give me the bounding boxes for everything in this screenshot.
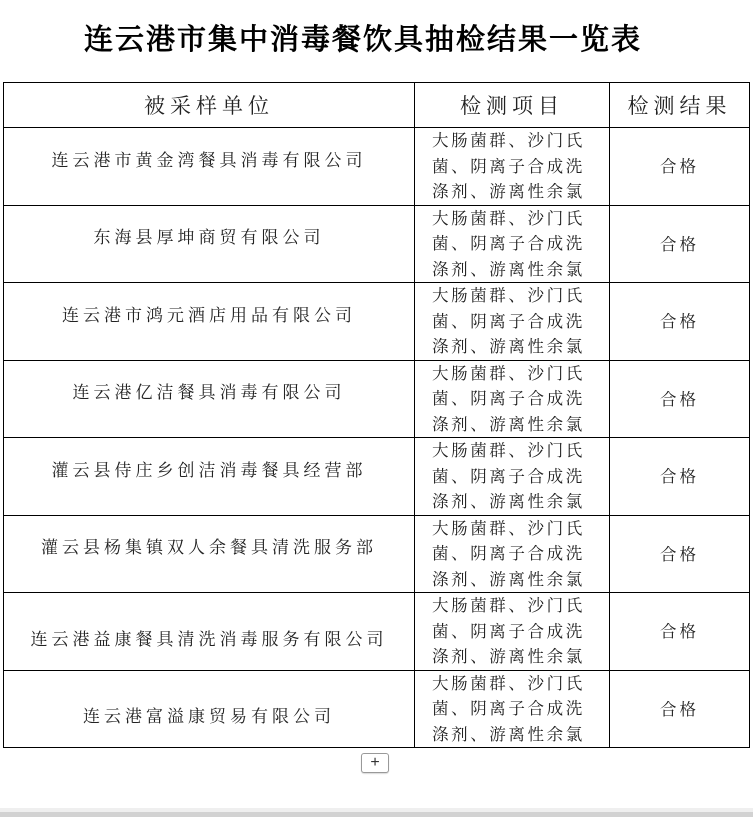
items-cell: [415, 205, 610, 283]
result-cell: [610, 438, 750, 516]
result-cell: [610, 205, 750, 283]
test-result: 合格: [660, 622, 699, 642]
table-row: [4, 128, 750, 206]
unit-cell: [4, 670, 415, 748]
sampled-unit-name: 连云港富溢康贸易有限公司: [83, 707, 335, 728]
horizontal-scrollbar-track[interactable]: [0, 812, 753, 817]
test-items-text: 大肠菌群、沙门氏菌、阴离子合成洗涤剂、游离性余氯: [432, 131, 585, 201]
page-title: 连云港市集中消毒餐饮具抽检结果一览表: [84, 22, 643, 56]
test-items-text: 大肠菌群、沙门氏菌、阴离子合成洗涤剂、游离性余氯: [432, 363, 585, 434]
sampled-unit-name: 东海县厚坤商贸有限公司: [93, 228, 325, 249]
items-cell: [415, 283, 610, 361]
test-result: 合格: [660, 312, 699, 332]
unit-cell: [4, 205, 415, 283]
unit-cell: [4, 283, 415, 361]
result-cell: [610, 128, 750, 206]
items-cell: [415, 360, 610, 438]
sampled-unit-name: 连云港市黄金湾餐具消毒有限公司: [51, 150, 367, 171]
table-header-row: [4, 83, 750, 128]
header-test-result: 检测结果: [610, 83, 750, 128]
test-result: 合格: [660, 389, 699, 409]
table-row: [4, 438, 750, 516]
test-items-text: 大肠菌群、沙门氏菌、阴离子合成洗涤剂、游离性余氯: [432, 596, 585, 666]
items-cell: [415, 128, 610, 206]
test-result: 合格: [660, 467, 699, 487]
sampled-unit-name: 连云港亿洁餐具消毒有限公司: [72, 383, 346, 404]
test-items-text: 大肠菌群、沙门氏菌、阴离子合成洗涤剂、游离性余氯: [432, 208, 585, 279]
table-row: [4, 515, 750, 593]
test-result: 合格: [660, 157, 699, 177]
test-items-text: 大肠菌群、沙门氏菌、阴离子合成洗涤剂、游离性余氯: [432, 286, 585, 356]
sampled-unit-name: 连云港益康餐具清洗消毒服务有限公司: [30, 629, 388, 650]
table-row: [4, 205, 750, 283]
test-result: 合格: [660, 234, 699, 254]
test-items-text: 大肠菌群、沙门氏菌、阴离子合成洗涤剂、游离性余氯: [432, 673, 585, 744]
header-sampled-unit: 被采样单位: [4, 83, 415, 128]
header-test-items: 检测项目: [415, 83, 610, 128]
add-row-button[interactable]: [361, 753, 389, 773]
test-items-text: 大肠菌群、沙门氏菌、阴离子合成洗涤剂、游离性余氯: [432, 518, 585, 589]
table-row: [4, 360, 750, 438]
unit-cell: [4, 515, 415, 593]
unit-cell: [4, 360, 415, 438]
items-cell: [415, 670, 610, 748]
items-cell: [415, 593, 610, 671]
items-cell: [415, 515, 610, 593]
unit-cell: [4, 438, 415, 516]
table-row: [4, 670, 750, 748]
test-items-text: 大肠菌群、沙门氏菌、阴离子合成洗涤剂、游离性余氯: [432, 441, 585, 511]
test-result: 合格: [660, 544, 699, 564]
items-cell: [415, 438, 610, 516]
unit-cell: [4, 593, 415, 671]
result-cell: [610, 670, 750, 748]
table-row: [4, 283, 750, 361]
result-cell: [610, 360, 750, 438]
table-row: [4, 593, 750, 671]
results-table: [3, 82, 750, 748]
plus-icon: +: [370, 754, 380, 771]
test-result: 合格: [660, 699, 699, 719]
sampled-unit-name: 连云港市鸿元酒店用品有限公司: [62, 305, 356, 326]
result-cell: [610, 515, 750, 593]
sampled-unit-name: 灌云县杨集镇双人余餐具清洗服务部: [41, 538, 377, 559]
unit-cell: [4, 128, 415, 206]
result-cell: [610, 283, 750, 361]
result-cell: [610, 593, 750, 671]
sampled-unit-name: 灌云县侍庄乡创洁消毒餐具经营部: [51, 460, 367, 481]
